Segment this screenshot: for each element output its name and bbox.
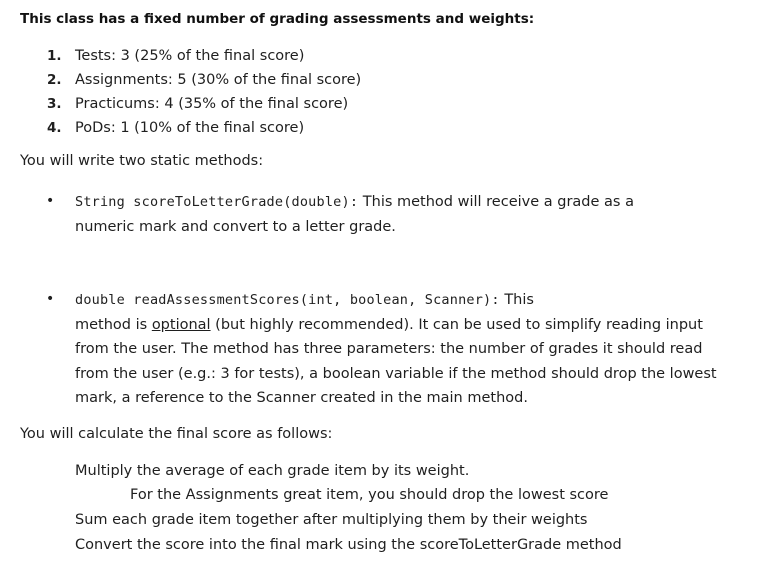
step-2: Sum each grade item together after multiplying them by their weights xyxy=(75,512,588,528)
bullet-icon: • xyxy=(46,193,55,209)
method1-line2: numeric mark and convert to a letter grade. xyxy=(75,218,396,235)
list-number: 2. xyxy=(47,72,62,88)
method2-signature: double readAssessmentScores(int, boolean, Scanner): xyxy=(75,292,500,308)
optional-underlined: optional xyxy=(151,316,211,333)
calc-intro: You will calculate the final score as follows: xyxy=(20,426,333,442)
method1-text: This method will receive a grade as a xyxy=(358,194,634,210)
method2-line1 xyxy=(75,288,755,313)
list-item xyxy=(47,118,361,142)
method2-line4: from the user (e.g.: 3 for tests), a boolean variable if the method should drop the lowest xyxy=(75,365,717,382)
list-number: 1. xyxy=(47,48,62,64)
method2-line2-post: (but highly recommended). It can be used to simplify reading input xyxy=(210,316,703,333)
list-text: Tests: 3 (25% of the final score) xyxy=(75,48,305,64)
list-text: Assignments: 5 (30% of the final score) xyxy=(75,72,362,88)
method1-description xyxy=(75,190,755,239)
methods-intro: You will write two static methods: xyxy=(20,153,264,169)
step-1: Multiply the average of each grade item by its weight. xyxy=(75,463,470,479)
method1-line1 xyxy=(75,190,755,215)
list-item xyxy=(47,70,361,94)
list-text: Practicums: 4 (35% of the final score) xyxy=(75,96,349,112)
method1-signature: String scoreToLetterGrade(double): xyxy=(75,194,359,210)
page-heading: This class has a fixed number of grading assessments and weights: xyxy=(20,11,535,27)
list-number: 4. xyxy=(47,120,62,136)
step-1-sub: For the Assignments great item, you should drop the lowest score xyxy=(130,487,609,503)
list-text: PoDs: 1 (10% of the final score) xyxy=(75,120,305,136)
method2-line5: mark, a reference to the Scanner created in the main method. xyxy=(75,390,528,406)
method2-line2 xyxy=(75,313,755,338)
list-item xyxy=(47,46,361,70)
method2-description xyxy=(75,288,755,411)
method2-text: This xyxy=(499,292,534,308)
method2-line2-pre: method is xyxy=(75,316,152,333)
bullet-icon: • xyxy=(46,291,55,307)
method2-line3: from the user. The method has three parameters: the number of grades it should read xyxy=(75,341,703,357)
assessment-list xyxy=(47,46,361,142)
list-item xyxy=(47,94,361,118)
list-number: 3. xyxy=(47,96,62,112)
step-3: Convert the score into the final mark using the scoreToLetterGrade method xyxy=(75,537,622,553)
